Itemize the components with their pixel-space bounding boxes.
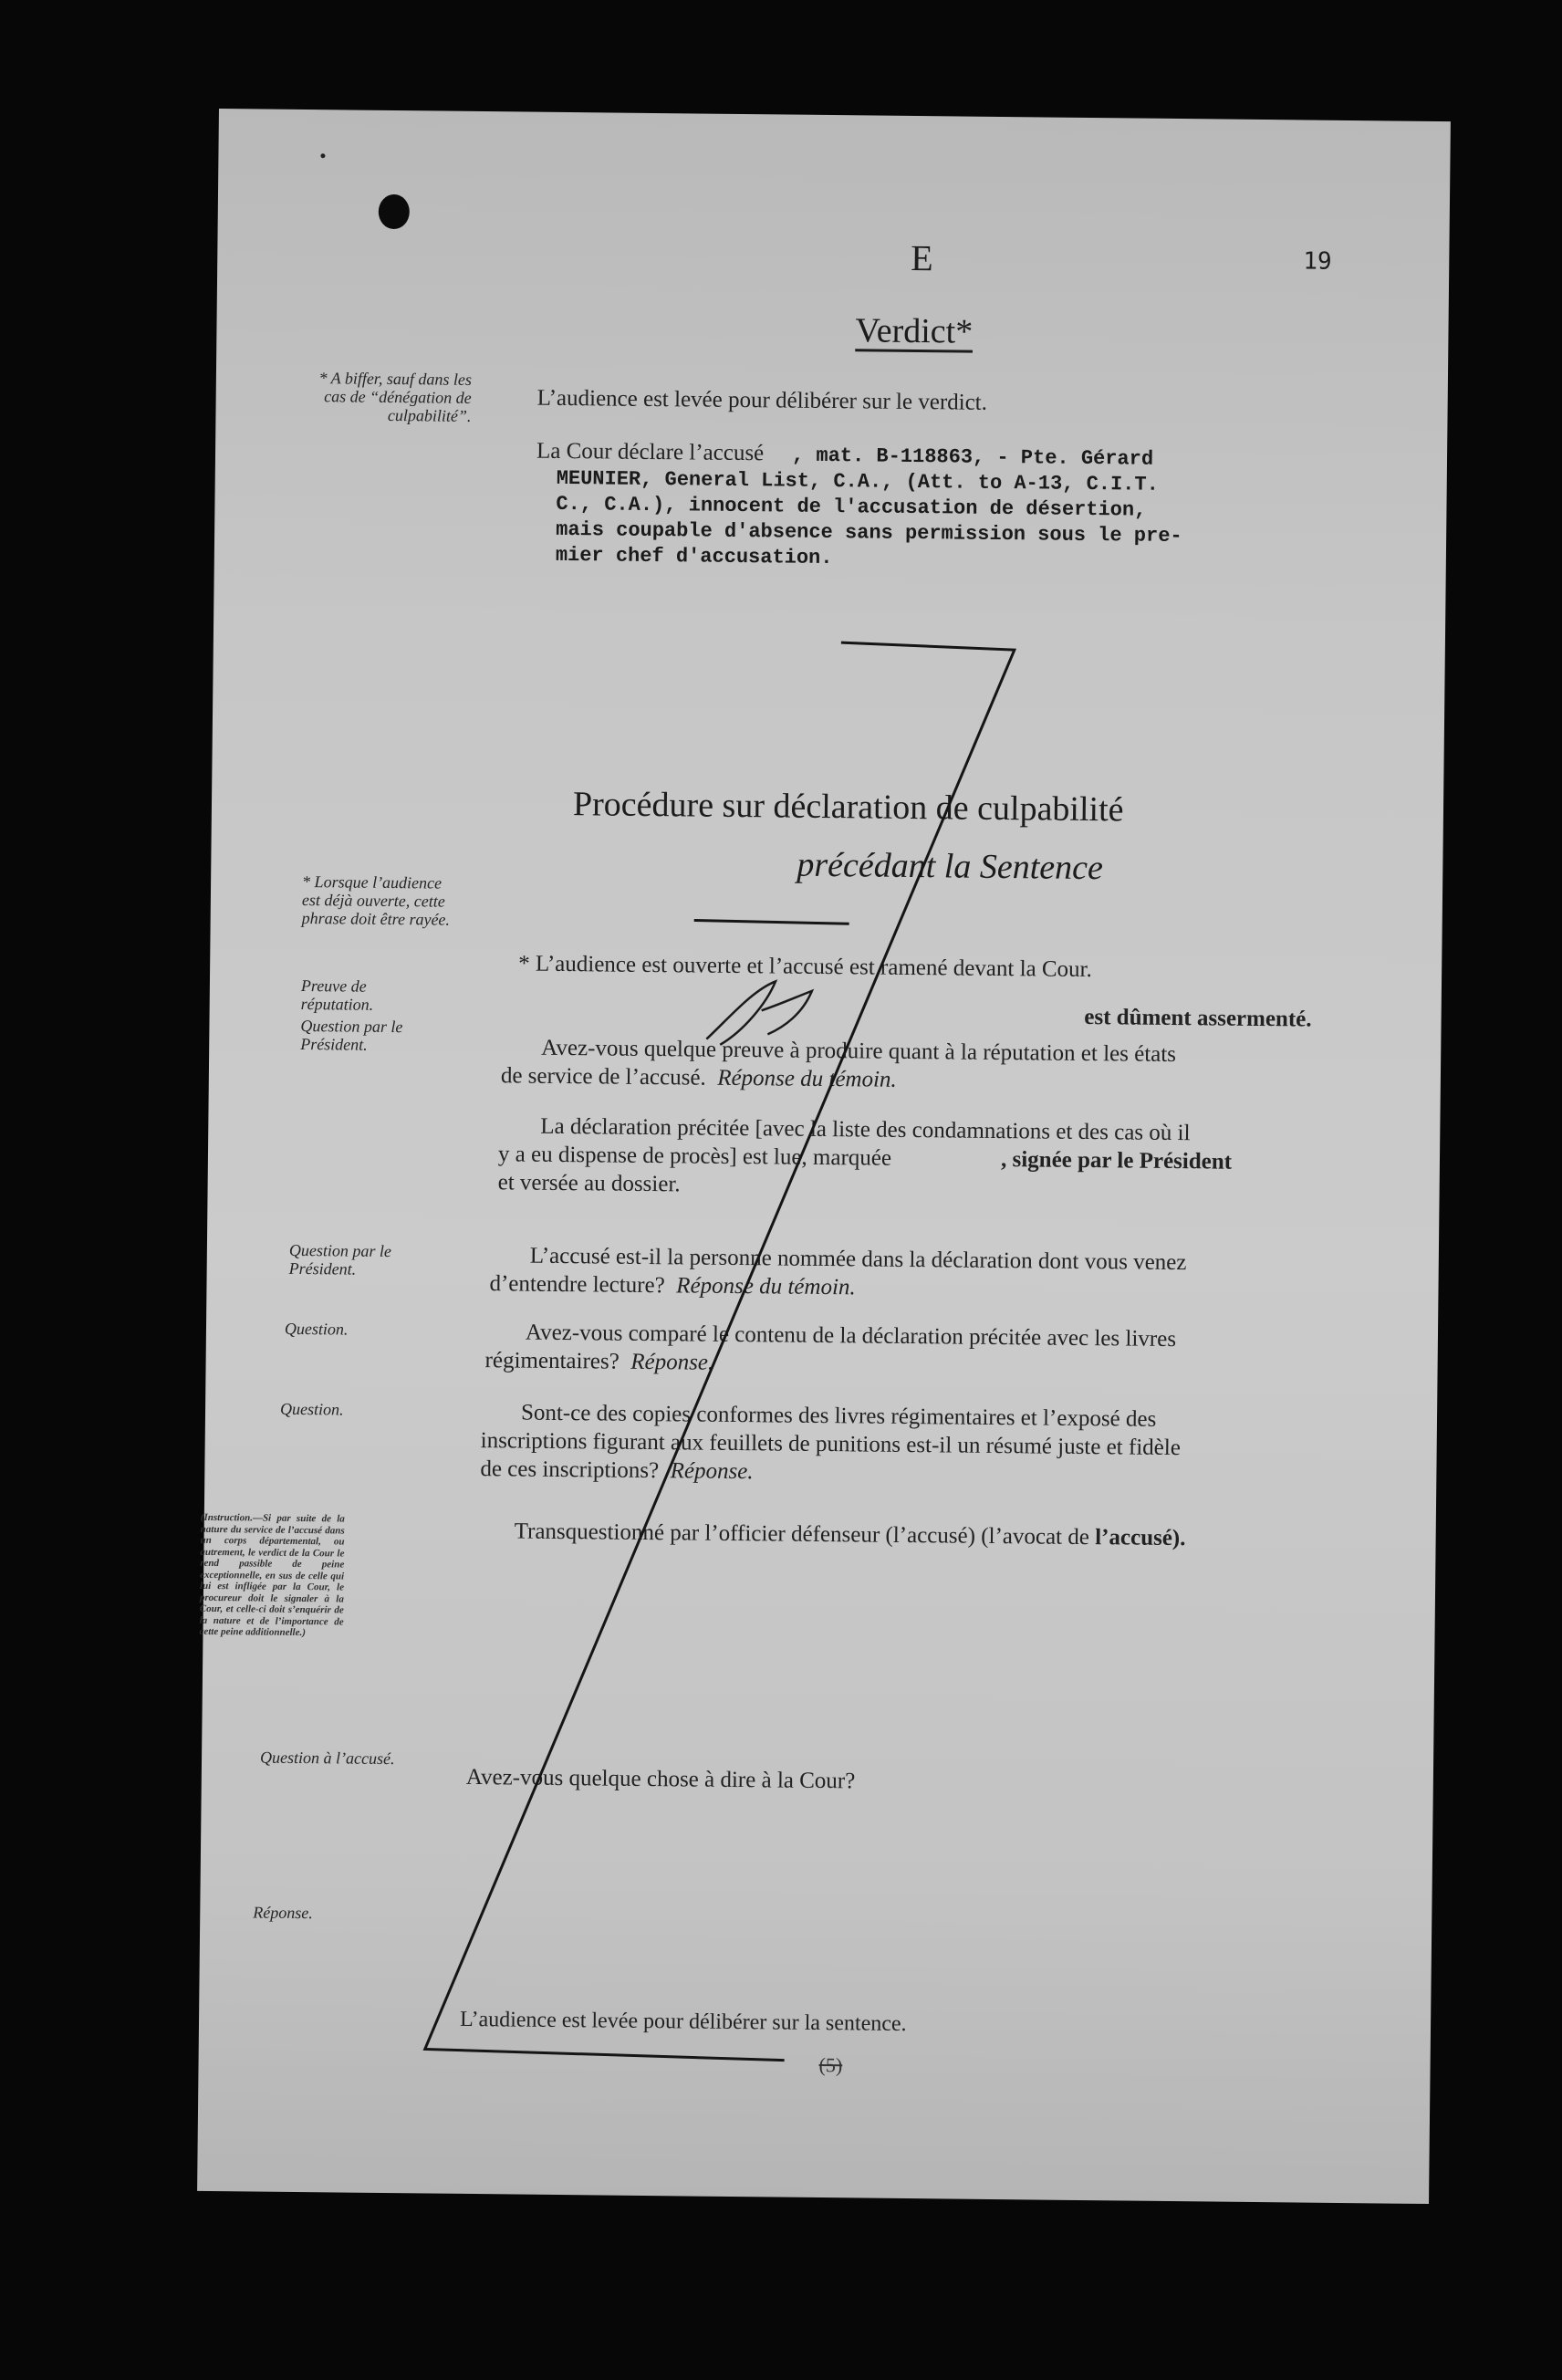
p-close: L’audience est levée pour délibérer sur la sentence.: [459, 2007, 907, 2037]
p-q3-answer: Réponse.: [630, 1349, 714, 1375]
p-decl-line3: et versée au dossier.: [497, 1170, 681, 1197]
p-decl-line2b: , signée par le Président: [1000, 1147, 1233, 1174]
p-open: * L’audience est ouverte et l’accusé est ramené devant la Cour.: [518, 951, 1092, 983]
document-page: [197, 109, 1451, 2204]
p-q2-line2: d’entendre lecture?: [489, 1271, 665, 1299]
typed-line-3: C., C.A.), innocent de l'accusation de désertion,: [556, 492, 1147, 522]
p-q4-line1: Sont-ce des copies conformes des livres régimentaires et l’exposé des: [520, 1400, 1157, 1432]
page-number: 19: [1303, 247, 1332, 276]
p-q4-line3: de ces inscriptions?: [480, 1456, 660, 1484]
p-q3-line1: Avez-vous comparé le contenu de la déclaration précitée avec les livres: [525, 1320, 1177, 1352]
p-sworn: est dûment assermenté.: [1084, 1004, 1312, 1032]
instruction-note: (Instruction.—Si par suite de la nature du service de l’accusé dans un corps départemental, ou autrement, le verdict de la Cour le rend passible de peine exceptionnelle, en sus de celle qui lui est infligée par la Cour, le procureur doit le signaler à la Cour, et celle-ci doit s’enquérir de la nature et de l’importance de cette peine additionnelle.): [199, 1511, 345, 1639]
margin-reponse: Réponse.: [253, 1903, 313, 1923]
p-q5: Avez-vous quelque chose à dire à la Cour?: [465, 1764, 856, 1794]
p-q2-line1: L’accusé est-il la personne nommée dans la déclaration dont vous venez: [529, 1243, 1187, 1276]
z-strikethrough-mark: [197, 109, 1451, 2204]
p-q3-line2: régimentaires?: [484, 1348, 620, 1374]
margin-question-president-2: Question par le Président.: [288, 1240, 391, 1279]
typed-line-4: mais coupable d'absence sans permission sous le pre-: [556, 517, 1182, 548]
p-q1-answer: Réponse du témoin.: [717, 1065, 897, 1092]
procedure-title: Procédure sur déclaration de culpabilité: [572, 785, 1124, 830]
typed-line-1: , mat. B-118863, - Pte. Gérard: [791, 444, 1154, 471]
p-q2-answer: Réponse du témoin.: [676, 1273, 856, 1300]
p-q4-line2: inscriptions figurant aux feuillets de punitions est-il un résumé juste et fidèle: [480, 1428, 1182, 1461]
typed-line-2: MEUNIER, General List, C.A., (Att. to A-13, C.I.T.: [556, 466, 1159, 496]
verdict-title: Verdict*: [855, 311, 974, 351]
margin-question-accuse: Question à l’accusé.: [259, 1748, 395, 1769]
p-q4-answer: Réponse.: [670, 1458, 754, 1485]
handwritten-signature: [706, 981, 812, 1046]
margin-question-1: Question.: [284, 1319, 349, 1339]
p-q1-line2: de service de l’accusé.: [500, 1063, 706, 1091]
section-letter: E: [911, 236, 933, 279]
typed-line-5: mier chef d'accusation.: [555, 543, 833, 570]
margin-question-2: Question.: [279, 1399, 344, 1419]
margin-note-open: * Lorsque l’audience est déjà ouverte, cette phrase doit être rayée.: [301, 872, 451, 929]
margin-question-president-1: Question par le Président.: [300, 1016, 403, 1054]
p-decl-line1: La déclaration précitée [avec la liste des condamnations et des cas où il: [540, 1113, 1191, 1146]
p-trans-line1b: l’accusé).: [1095, 1525, 1186, 1551]
verdict-line1: L’audience est levée pour délibérer sur le verdict.: [536, 385, 988, 415]
procedure-subtitle: précédant la Sentence: [797, 845, 1104, 888]
verdict-margin-note: * A biffer, sauf dans les cas de “dénégation de culpabilité”.: [318, 369, 472, 425]
page-footer-number: (5): [818, 2052, 843, 2077]
margin-preuve: Preuve de réputation.: [300, 976, 374, 1014]
p-trans-line1: Transquestionné par l’officier défenseur (l’accusé) (l’avocat de: [514, 1519, 1090, 1550]
verdict-line2-printed: La Cour déclare l’accusé: [536, 438, 765, 466]
p-decl-line2: y a eu dispense de procès] est lue, marquée: [497, 1142, 892, 1171]
p-q1-line1: Avez-vous quelque preuve à produire quant à la réputation et les états: [541, 1035, 1177, 1068]
